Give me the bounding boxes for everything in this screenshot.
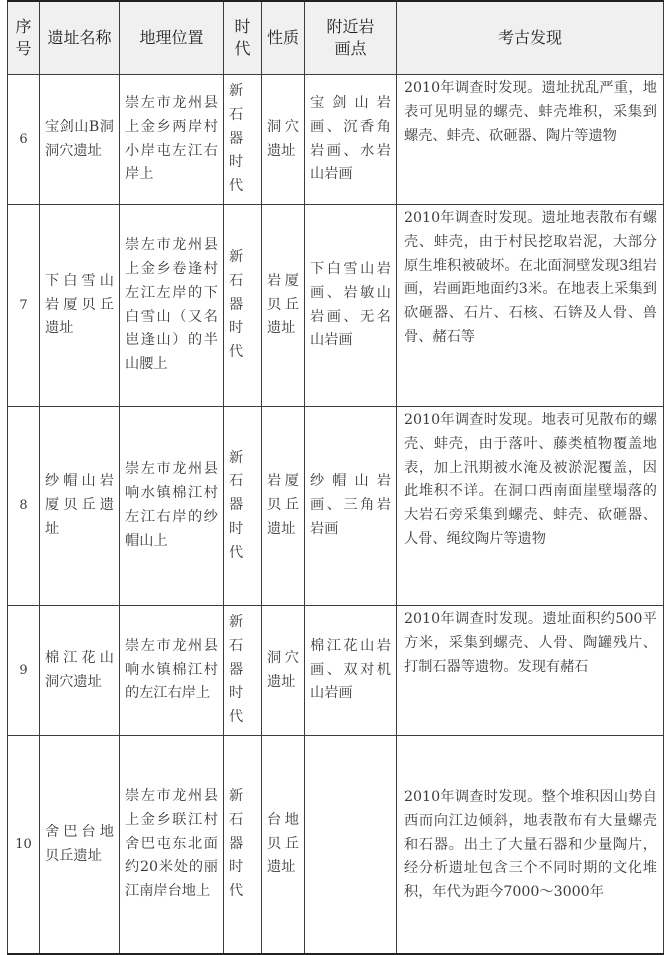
site-nature: 岩厦贝丘遗址 [262, 407, 305, 606]
row-no: 8 [8, 407, 40, 606]
row-no: 6 [8, 75, 40, 205]
row-no: 9 [8, 606, 40, 736]
table-row [8, 736, 664, 955]
header-no: 序号 [8, 1, 40, 75]
site-rock-art: 棉江花山岩画、双对机山岩画 [305, 606, 397, 736]
table-header-row [8, 1, 664, 75]
header-period: 时代 [224, 1, 262, 75]
table-row [8, 205, 664, 407]
site-period: 新石器时代 [224, 736, 262, 955]
table-row [8, 407, 664, 606]
table-row [8, 75, 664, 205]
site-findings: 2010年调查时发现。遗址地表散布有螺壳、蚌壳，由于村民挖取岩泥，大部分原生堆积被破坏。在北面洞壁发现3组岩画，岩画距地面约3米。在地表上采集到砍砸器、石片、石核、石锛及人骨、兽骨、赭石等 [397, 205, 664, 407]
site-rock-art: 下白雪山岩画、岩敏山岩画、无名山岩画 [305, 205, 397, 407]
archaeological-sites-table [7, 0, 664, 955]
header-findings: 考古发现 [397, 1, 664, 75]
site-period: 新石器时代 [224, 75, 262, 205]
site-period: 新石器时代 [224, 606, 262, 736]
site-name: 宝剑山B洞洞穴遗址 [40, 75, 120, 205]
row-no: 10 [8, 736, 40, 955]
site-findings: 2010年调查时发现。遗址面积约500平方米，采集到螺壳、人骨、陶罐残片、打制石器等遗物。发现有赭石 [397, 606, 664, 736]
site-findings: 2010年调查时发现。地表可见散布的螺壳、蚌壳，由于落叶、藤类植物覆盖地表，加上汛期被水淹及被淤泥覆盖，因此堆积不详。在洞口西南面崖壁塌落的大岩石旁采集到螺壳、蚌壳、砍砸器、人骨、绳纹陶片等遗物 [397, 407, 664, 606]
site-name: 舍巴台地贝丘遗址 [40, 736, 120, 955]
header-location: 地理位置 [120, 1, 224, 75]
site-nature: 洞穴遗址 [262, 606, 305, 736]
site-nature: 洞穴遗址 [262, 75, 305, 205]
site-rock-art [305, 736, 397, 955]
site-name: 下白雪山岩厦贝丘遗址 [40, 205, 120, 407]
site-rock-art: 宝剑山岩画、沉香角岩画、水岩山岩画 [305, 75, 397, 205]
table-row [8, 606, 664, 736]
site-findings: 2010年调查时发现。整个堆积因山势自西而向江边倾斜，地表散布有大量螺壳和石器。出土了大量石器和少量陶片，经分析遗址包含三个不同时期的文化堆积，年代为距今7000～3000年 [397, 736, 664, 955]
site-findings: 2010年调查时发现。遗址扰乱严重，地表可见明显的螺壳、蚌壳堆积，采集到螺壳、蚌壳、砍砸器、陶片等遗物 [397, 75, 664, 205]
site-period: 新石器时代 [224, 205, 262, 407]
site-nature: 岩厦贝丘遗址 [262, 205, 305, 407]
site-name: 纱帽山岩厦贝丘遗址 [40, 407, 120, 606]
site-location: 崇左市龙州县上金乡两岸村小岸屯左江右岸上 [120, 75, 224, 205]
site-location: 崇左市龙州县响水镇棉江村左江右岸的纱帽山上 [120, 407, 224, 606]
site-period: 新石器时代 [224, 407, 262, 606]
site-location: 崇左市龙州县上金乡卷逢村左江左岸的下白雪山（又名岜逢山）的半山腰上 [120, 205, 224, 407]
row-no: 7 [8, 205, 40, 407]
site-rock-art: 纱帽山岩画、三角岩岩画 [305, 407, 397, 606]
site-location: 崇左市龙州县响水镇棉江村的左江右岸上 [120, 606, 224, 736]
header-name: 遗址名称 [40, 1, 120, 75]
site-nature: 台地贝丘遗址 [262, 736, 305, 955]
header-rock-art: 附近岩画点 [305, 1, 397, 75]
header-nature: 性质 [262, 1, 305, 75]
site-name: 棉江花山洞穴遗址 [40, 606, 120, 736]
site-location: 崇左市龙州县上金乡联江村舍巴屯东北面约20米处的丽江南岸台地上 [120, 736, 224, 955]
document-page [7, 0, 667, 955]
